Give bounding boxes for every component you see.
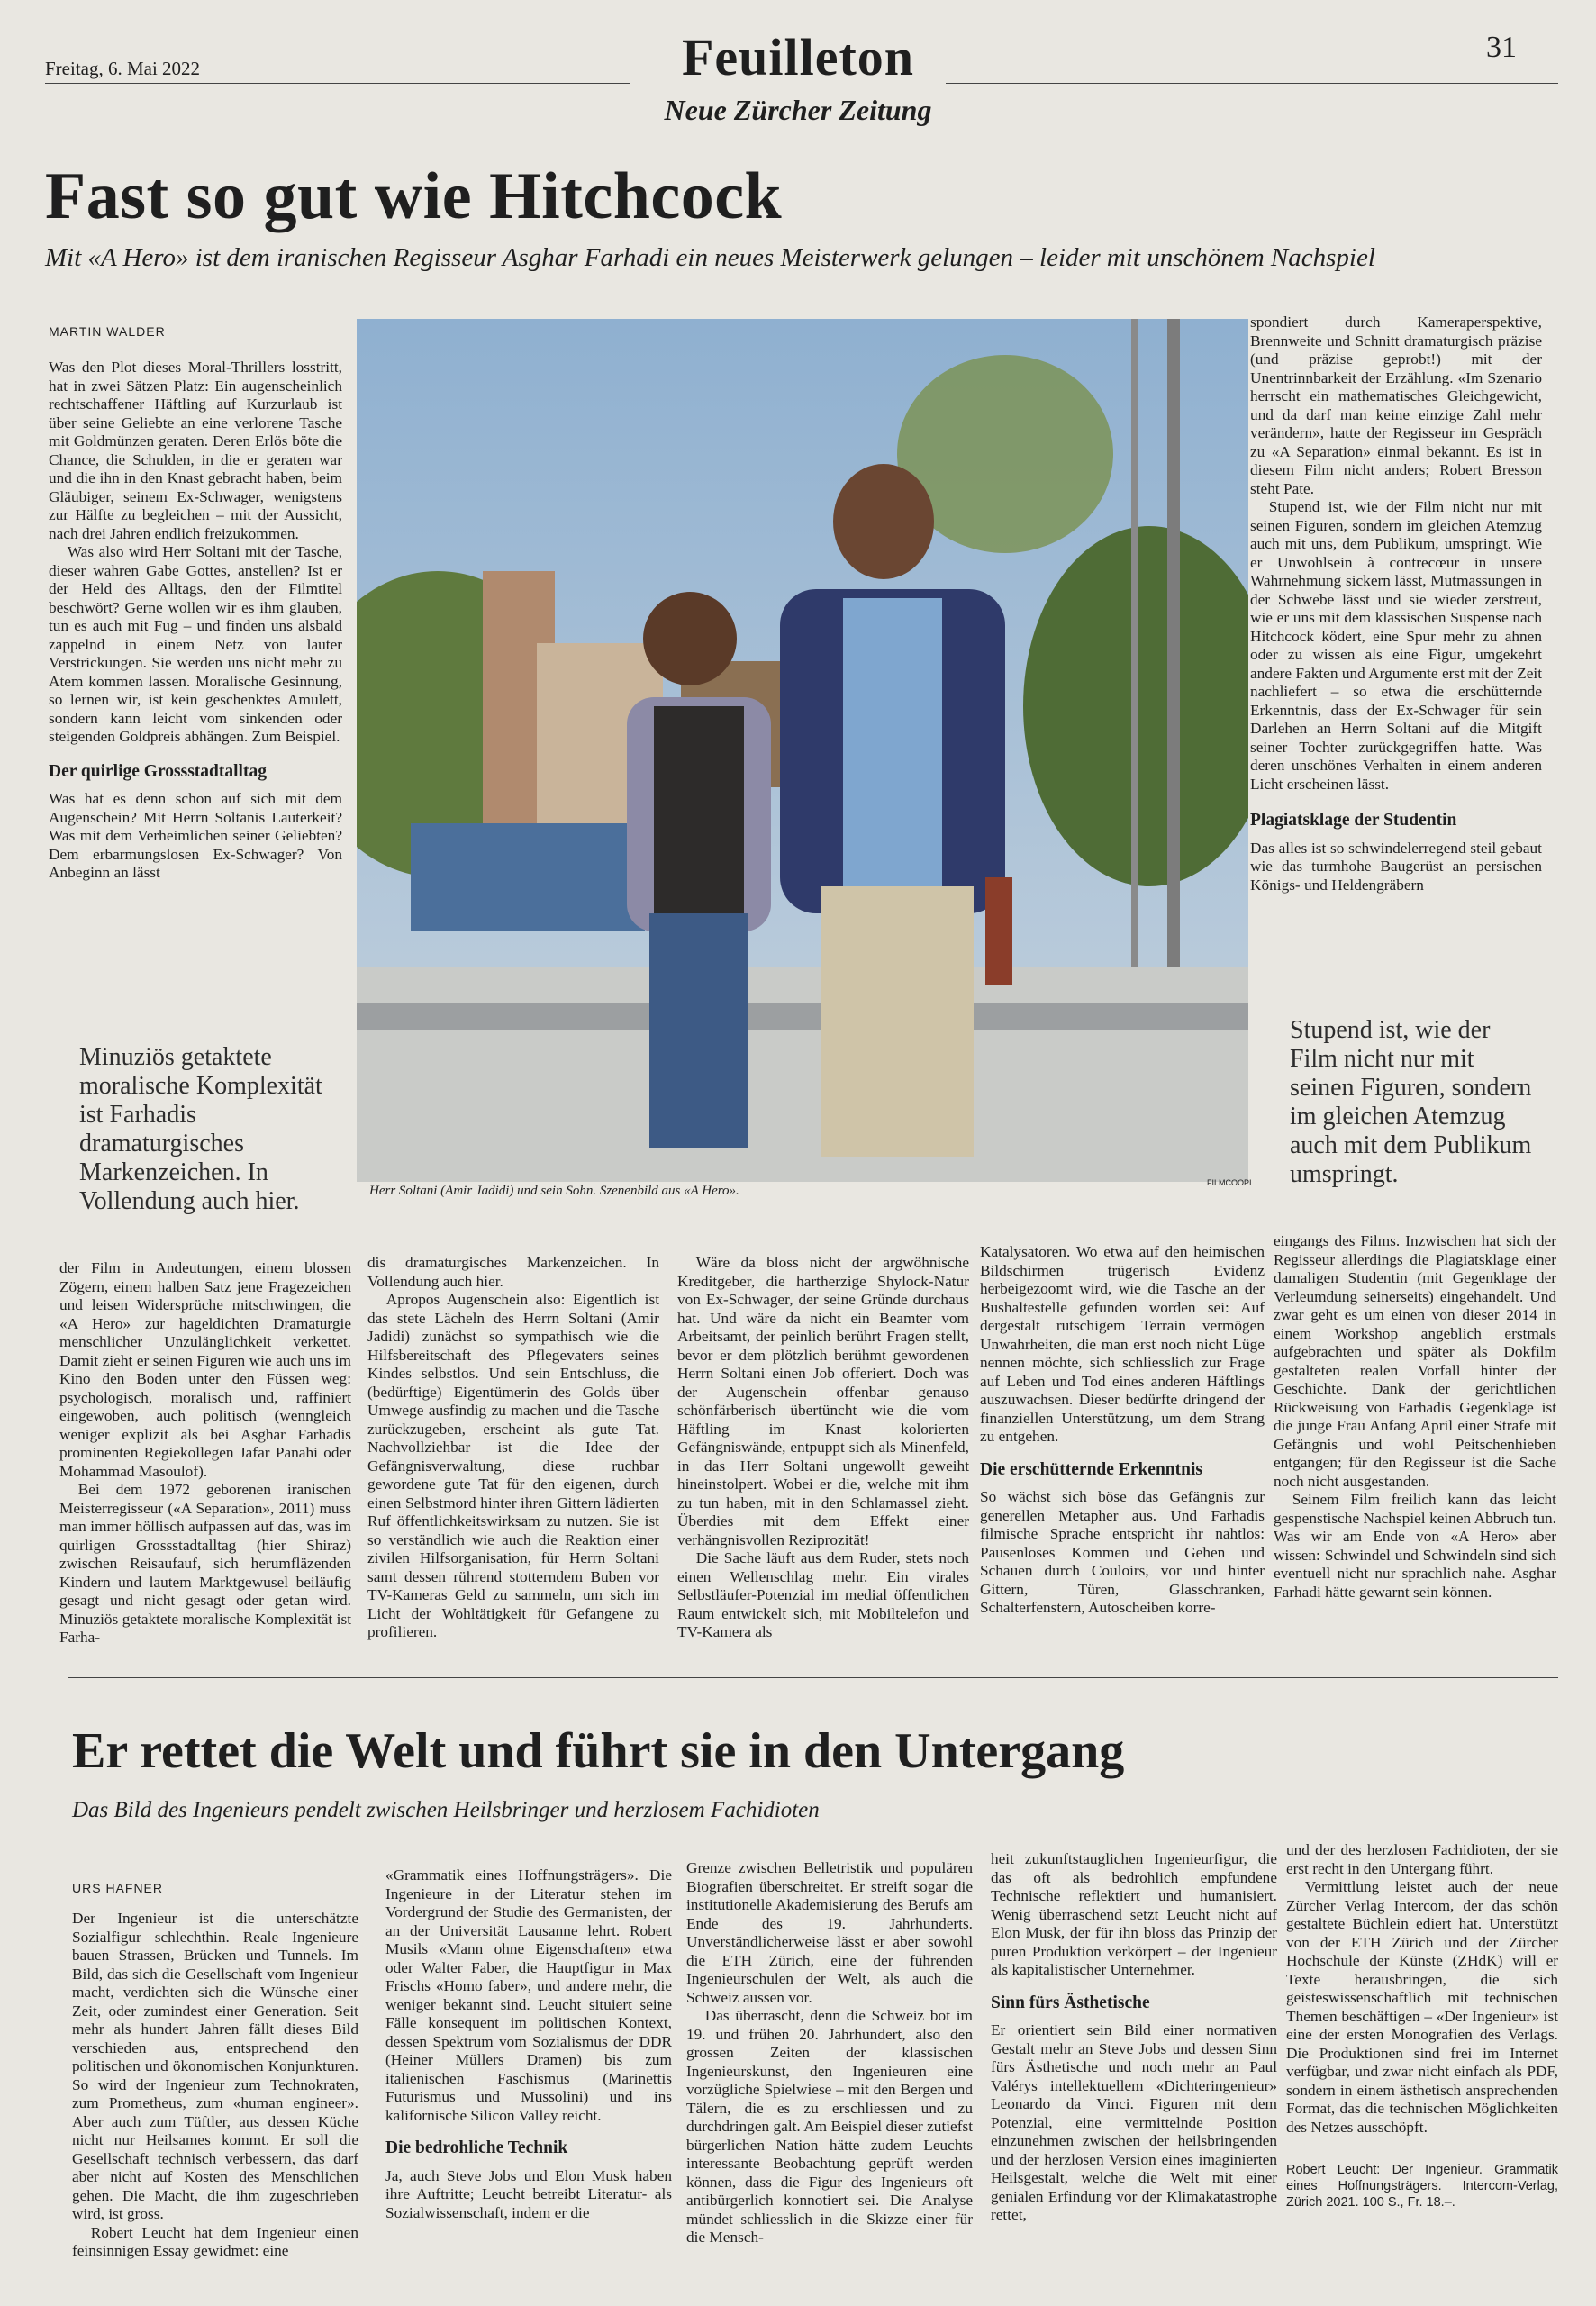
section-title: Feuilleton — [681, 28, 915, 86]
column-1-top — [49, 359, 342, 883]
pull-quote-left: Minuziös getaktete moralische Komplexität ist Farhadis dramaturgisches Markenzeichen. In Vollendung auch hier. — [79, 1043, 322, 1215]
paragraph: Das überrascht, denn die Schweiz bot im 19. und frühen 20. Jahrhundert, also den grossen Zeiten der klassischen Ingenieurskunst, den Ingenieuren eine vorzügliche Spielwiese – mit den Bergen und Tälern, die es zu erschliessen und zu durchdringen galt. Am Beispiel dieser zutiefst bürgerlichen Nation hätte zudem Leuchts interessante Beobachtung geprüft werden können, dass die Figur des Ingenieurs oft antibürgerlich konnotiert sei. Die Analyse mündet schliesslich in die Skizze einer für die Mensch- — [686, 2007, 973, 2246]
column-5-article2 — [1286, 1841, 1558, 2211]
paragraph: Der Ingenieur ist die unterschätzte Sozialfigur schlechthin. Reale Ingenieure bauen Strassen, Brücken und Tunnels. Im Bild, das sich die Gesellschaft vom Ingenieur macht, verdichten sich die Wünsche einer Zeit, oder zumindest einer Generation. Seit mehr als hundert Jahren fällt dieses Bild verschieden aus, entsprechend den politischen und ökonomischen Konjunkturen. So wird der Ingenieur zum Technokraten, zum Prometheus, zum «human engineer». Aber auch zum Tüftler, aus dessen Küche nicht nur Heilsames kommt. Er soll die Gesellschaft technisch verbessern, das darf aber nicht auf Kosten des Menschlichen gehen. Die Macht, die ihm zugeschrieben wird, ist gross. — [72, 1910, 358, 2222]
paragraph: Er orientiert sein Bild einer normativen Gestalt mehr an Steve Jobs und dessen Sinn fürs Ästhetische und noch mehr an Paul Valérys intellektuellem «Dichteringenieur» Leonardo da Vinci. Figuren mit dem Potenzial, eine vermittelnde Position einzunehmen zwischen der heilsbringenden und der herzlosen Version eines imaginierten Heilsgestalt, welche die Welt mit einer genialen Erfindung vor der Klimakatastrophe rettet, — [991, 2021, 1277, 2223]
paragraph: eingangs des Films. Inzwischen hat sich der Regisseur allerdings die Plagiatsklage einer damaligen Studentin (mit Gegenklage der Verleumdung seinerseits) eingehandelt. Und zwar geht es um einen von dieser 2014 in einem Workshop angeblich erstmals aufgebrachten und später als Dokfilm gestalteten realen Vorfall hinter der Geschichte. Dank der gerichtlichen Rückweisung von Farhadis Gegenklage ist die junge Frau Anfang April einer Strafe mit Gefängnis und wohl Peitschenhieben entgangen; für den Regisseur ist die Sache noch nicht ausgestanden. — [1274, 1232, 1556, 1490]
issue-date: Freitag, 6. Mai 2022 — [45, 58, 201, 79]
book-info: Robert Leucht: Der Ingenieur. Grammatik eines Hoffnungsträgers. Intercom-Verlag, Zürich 2021. 100 S., Fr. 18.–. — [1286, 2163, 1558, 2210]
paragraph: Robert Leucht hat dem Ingenieur einen feinsinnigen Essay gewidmet: eine — [72, 2223, 358, 2259]
column-5-bottom — [1274, 1232, 1556, 1602]
header-rule-right — [946, 83, 1558, 84]
page-number: 31 — [1486, 31, 1517, 64]
column-4-article2 — [991, 1850, 1277, 2225]
header-rule-left — [45, 83, 630, 84]
photo-illustration — [357, 319, 1248, 1182]
column-4-bottom — [980, 1243, 1265, 1618]
paragraph: Was den Plot dieses Moral-Thrillers losstritt, hat in zwei Sätzen Platz: Ein augenscheinlich rechtschaffener Häftling auf Kurzurlaub ist über seine Geliebte an eine verlorene Tasche mit Goldmünzen geraten. Deren Erlös böte die Chance, die Schulden, in die er geraten war und die ihn in den Knast gebracht haben, beim Gläubiger, seinem Ex-Schwager, wenigstens zur Hälfte zu begleichen – mit der Aussicht, nach drei Jahren endlich freizukommen. — [49, 359, 342, 542]
paragraph: Ja, auch Steve Jobs und Elon Musk haben ihre Auftritte; Leucht betreibt Literatur- als Sozialwissenschaft, indem er die — [385, 2166, 672, 2221]
column-right-top — [1250, 313, 1542, 894]
byline: URS HAFNER — [72, 1881, 164, 1895]
byline: MARTIN WALDER — [49, 324, 166, 339]
paragraph: Die Sache läuft aus dem Ruder, stets noch einen Wellenschlag mehr. Ein virales Selbstläufer-Potenzial im medial öffentlichen Raum entwickelt sich, mit Mobiltelefon und TV-Kamera als — [677, 1549, 969, 1640]
subheading: Der quirlige Grossstadtalltag — [49, 761, 267, 781]
article-dek: Das Bild des Ingenieurs pendelt zwischen Heilsbringer und herzlosem Fachidioten — [72, 1798, 820, 1822]
column-1-bottom — [59, 1259, 351, 1648]
article-headline: Er rettet die Welt und führt sie in den Untergang — [72, 1723, 1125, 1779]
paragraph: spondiert durch Kameraperspektive, Brennweite und Schnitt dramaturgisch präzise (und präzise geprobt!) mit der Unentrinnbarkeit der Erzählung. «Im Szenario herrscht ein mathematisches Gleichgewicht, und da darf man keine einzige Zahl mehr verändern», hatte der Regisseur im Gespräch zu «A Separation» einmal bekannt. Es ist in diesem Film nicht anders; Robert Bresson steht Pate. — [1250, 313, 1542, 497]
paragraph: Apropos Augenschein also: Eigentlich ist das stete Lächeln des Herrn Soltani (Amir Jadidi) zunächst so sympathisch wie die Hilfsbereitschaft des Pflegevaters seines Kindes selbstlos. Und sein Entschluss, die (bedürftige) Eigentümerin des Golds über Umwege ausfindig zu machen und die Tasche zurückzugeben, erscheint als gute Tat. Nachvollziehbar ist die Idee der Gefängnisverwaltung, diese ruchbar gewordene gute Tat für den eigenen, durch einen Selbstmord hinter ihren Gittern lädierten Ruf öffentlichkeitswirksam zu nutzen. Sie ist so verständlich wie auch die Reaktion einer zivilen Hilfsorganisation, für Herrn Soltani samt dessen rührend stotterndem Buben vor TV-Kameras Geld zu sammeln, um sich im Licht der Wohltätigkeit für Gefangene zu profilieren. — [367, 1291, 659, 1640]
paragraph: Was also wird Herr Soltani mit der Tasche, dieser wahren Gabe Gottes, anstellen? Ist er der Held des Alltags, den der Filmtitel beschwört? Gerne wollen wir es ihm glauben, tun es auch mit Fug – und finden uns alsbald zappelnd in einem Netz von lauter Verstrickungen. Sie werden uns nicht mehr zu Atem kommen lassen. Moralische Gesinnung, so lernen wir, ist kein geschenktes Amulett, sondern kann leicht vom sinkenden oder steigenden Goldpreis abhängen. Zum Beispiel. — [49, 543, 342, 745]
column-3-article2 — [686, 1859, 973, 2247]
article-separator — [68, 1677, 1558, 1678]
paragraph: dis dramaturgisches Markenzeichen. In Vollendung auch hier. — [367, 1254, 659, 1290]
paragraph: heit zukunftstauglichen Ingenieurfigur, die das oft als bedrohlich empfundene Technische reflektiert und humanisiert. Wenig überraschend setzt Leucht nicht auf Elon Musk, der für ihn bloss das Prinzip der puren Produktion verkörpert – der Ingenieur als kapitalistischer Unternehmer. — [991, 1850, 1277, 1978]
paragraph: Seinem Film freilich kann das leicht gespenstische Nachspiel keinen Abbruch tun. Was wir am Ende von «A Hero» aber wissen: Schwindel und Schwindeln sind sich eventuell nicht nur sprachlich nahe. Asghar Farhadi hätte gewarnt sein können. — [1274, 1491, 1556, 1601]
newspaper-name: Neue Zürcher Zeitung — [664, 94, 932, 126]
paragraph: und der des herzlosen Fachidioten, der sie erst recht in den Untergang führt. — [1286, 1841, 1558, 1877]
paragraph: Vermittlung leistet auch der neue Zürcher Verlag Intercom, der das schön gestaltete Büchlein ediert hat. Unterstützt von der ETH Zürich und der Zürcher Hochschule der Künste (ZHdK) will er Texte herausbringen, die sich geisteswissenschaftlich mit technischen Themen beschäftigen – «Der Ingenieur» ist eine der ersten Monografien des Verlags. Die Produktionen sind frei im Internet verfügbar, und zwar nicht einfach als PDF, sondern in einem ästhetisch ansprechenden Format, das die technischen Möglichkeiten des Netzes ausschöpft. — [1286, 1878, 1558, 2136]
column-2-bottom — [367, 1254, 659, 1642]
paragraph: Grenze zwischen Belletristik und populären Biografien überschreitet. Er streift sogar die institutionelle Akademisierung des Berufs am Ende des 19. Jahrhunderts. Unverständlicherweise lässt er aber sowohl die ETH Zürich, eine der führenden Ingenieurschulen der Welt, als auch die Schweiz aussen vor. — [686, 1859, 973, 2006]
paragraph: Was hat es denn schon auf sich mit dem Augenschein? Mit Herrn Soltanis Lauterkeit? Was mit dem Verheimlichen seiner Geliebten? Dem erbarmungslosen Ex-Schwager? Von Anbeginn an lässt — [49, 790, 342, 881]
paragraph: Katalysatoren. Wo etwa auf den heimischen Bildschirmen trügerisch Evidenz herbeigezoomt wird, wie die Tasche an der Bushaltestelle gefunden worden sei: Auf dergestalt rutschigem Terrain vermögen Unwahrheiten, die man erst noch nicht Lüge nennen möchte, sich schliesslich zur Frage auf Leben und Tod eines anderen Häftlings auszuwachsen. Dieser bedürfte dringend der finanziellen Unterstützung, um dem Strang zu entgehen. — [980, 1243, 1265, 1445]
subheading: Plagiatsklage der Studentin — [1250, 811, 1457, 830]
paragraph: Wäre da bloss nicht der argwöhnische Kreditgeber, die hartherzige Shylock-Natur von Ex-Schwager, der seine Gründe durchaus hat. Und wäre da nicht ein Beamter vom Arbeitsamt, der peinlich berührt Fragen stellt, bevor er dem plötzlich berühmt gewordenen Herrn Soltani einen Job offeriert. Doch was der Augenschein offenbar genauso schönfärberisch übertüncht wie die vom Häftling im Knast kolorierten Gefängniswände, entpuppt sich als Minenfeld, in das Herr Soltani ungewollt geweiht hineinstolpert. Wobei er die, welche mit ihm zu tun haben, mit in den Schlamassel zieht. Überdies mit dem Effekt einer verhängnisvollen Reziprozität! — [677, 1254, 969, 1548]
paragraph: Das alles ist so schwindelerregend steil gebaut wie das turmhohe Baugerüst an persischen Königs- und Heldengräbern — [1250, 839, 1542, 894]
subheading: Die bedrohliche Technik — [385, 2138, 568, 2157]
column-3-bottom — [677, 1254, 969, 1642]
photo-caption: Herr Soltani (Amir Jadidi) und sein Sohn. Szenenbild aus «A Hero». — [369, 1184, 739, 1198]
photo-credit: FILMCOOPI — [1207, 1178, 1252, 1187]
subheading: Die erschütternde Erkenntnis — [980, 1459, 1202, 1479]
pull-quote-right: Stupend ist, wie der Film nicht nur mit seinen Figuren, sondern im gleichen Atemzug auch mit dem Publikum umspringt. — [1290, 1016, 1532, 1188]
paragraph: der Film in Andeutungen, einem blossen Zögern, einem halben Satz jene Fragezeichen und leisen Widersprüche mitschwingen, die «A Hero» zur hageldichten Dramaturgie menschlicher Unzulänglichkeit verkettet. Damit zieht er seinen Figuren wie auch uns im Kino den Boden unter den Füssen weg: psychologisch, moralisch und, raffiniert eingewoben, auch politisch (wenngleich weniger explizit als bei Asghar Farhadis prominenten Regiekollegen Jafar Panahi oder Mohammad Masoulof). — [59, 1259, 351, 1480]
film-still-photo — [357, 319, 1248, 1182]
paragraph: Bei dem 1972 geborenen iranischen Meisterregisseur («A Separation», 2011) muss man immer höllisch aufpassen auf das, was im quirligen Grossstadtalltag (hier Shiraz) zwischen Reisaufauf, sich herumfläzenden Kindern und lautem Marktgewusel beiläufig gesagt und nicht gesagt oder getan wird. Minuziös getaktete moralische Komplexität ist Farha- — [59, 1481, 351, 1646]
paragraph: Stupend ist, wie der Film nicht nur mit seinen Figuren, sondern im gleichen Atemzug auch mit uns, dem Publikum, umspringt. Wie er Unwohlsein à contrecœur in unsere Wahrnehmung sickern lässt, Mutmassungen in der Schwebe lässt und sie wieder zerstreut, wie er uns mit dem klassischen Suspense nach Hitchcock ködert, eine Spur mehr zu ahnen oder zu wissen als eine Figur, umgekehrt andere Fakten und Argumente erst mit der Zeit nachliefert – so etwa die erschütternde Erkenntnis, dass der Ex-Schwager für sein Darlehen an Herrn Soltani auf die Mitgift seiner Tochter zurückgegriffen hatte. Was deren unschönes Verhalten in einem anderen Licht erscheinen lässt. — [1250, 498, 1542, 793]
column-2-article2 — [385, 1866, 672, 2222]
article-headline: Fast so gut wie Hitchcock — [45, 159, 783, 233]
paragraph: So wächst sich böse das Gefängnis zur generellen Metapher aus. Und Farhadis filmische Sprache entspricht ihr nahtlos: Pausenloses Kommen und Gehen und Schauen durch Couloirs, vor und hinter Gittern, Türen, Glasschranken, Schalterfenstern, Autoscheiben korre- — [980, 1488, 1265, 1616]
article-dek: Mit «A Hero» ist dem iranischen Regisseur Asghar Farhadi ein neues Meisterwerk gelungen – leider mit unschönem Nachspiel — [45, 243, 1375, 272]
column-1-article2 — [72, 1910, 358, 2261]
subheading: Sinn fürs Ästhetische — [991, 1993, 1150, 2012]
paragraph: «Grammatik eines Hoffnungsträgers». Die Ingenieure in der Literatur stehen im Vordergrund der Studie des Germanisten, der an der Universität Lausanne lehrt. Robert Musils «Mann ohne Eigenschaften» etwa oder Walter Faber, die Hauptfigur in Max Frischs «Homo faber», und andere mehr, die weniger bekannt sind. Leucht situiert seine Fälle konsequent im politischen Kontext, dessen Spektrum vom Sozialismus der DDR (Heiner Müllers Dramen) bis zum italienischen Faschismus (Marinettis Futurismus und Mussolini) und ins kalifornische Silicon Valley reicht. — [385, 1866, 672, 2124]
